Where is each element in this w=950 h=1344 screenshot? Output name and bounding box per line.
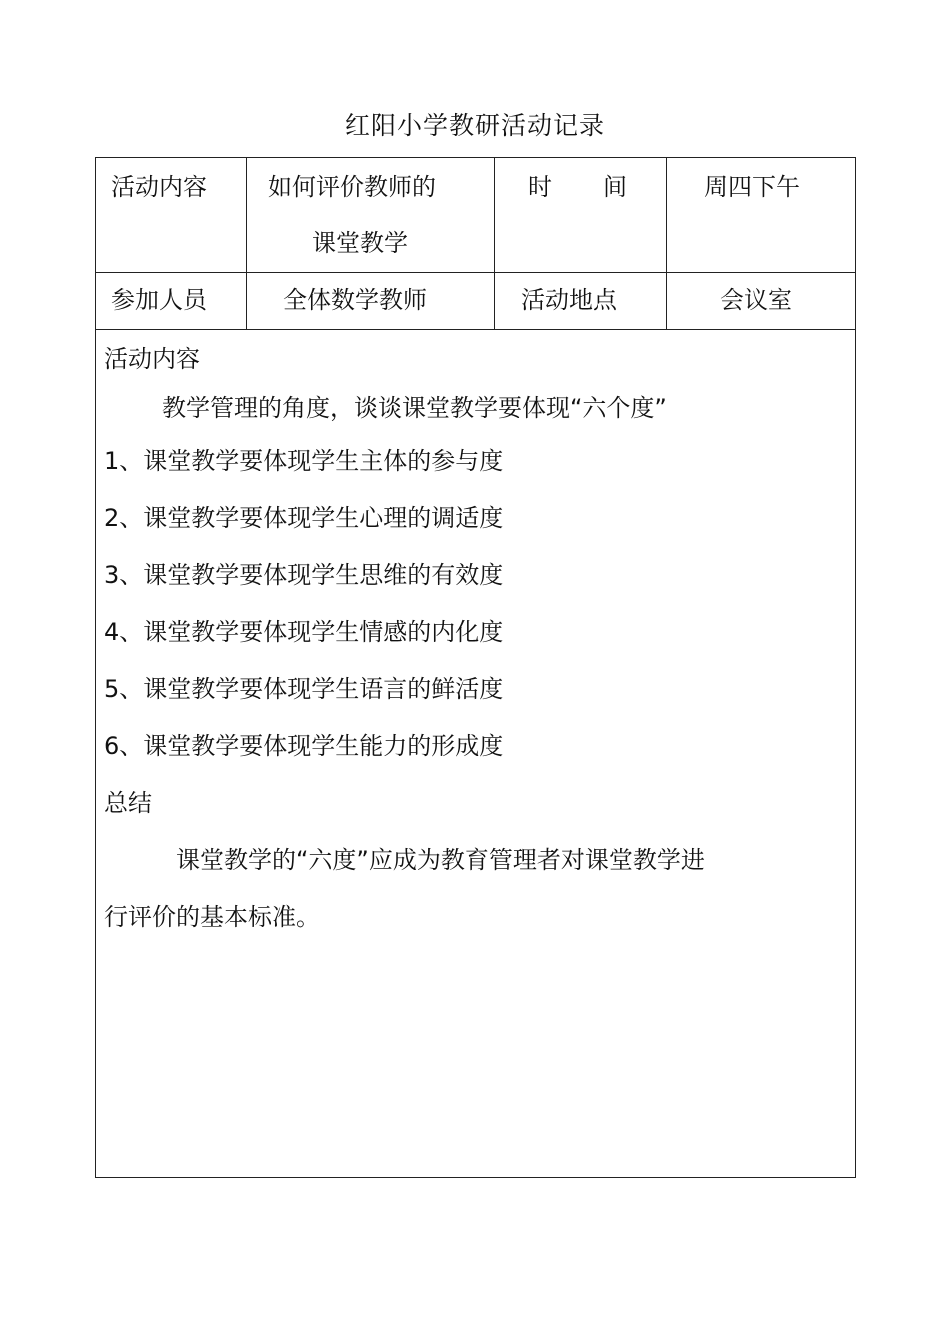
participants-value: 全体数学教师 [283,286,427,314]
summary-heading: 总结 [104,789,152,817]
activity-topic-line2: 课堂教学 [312,229,408,257]
table-column-divider [246,158,247,329]
page-title: 红阳小学教研活动记录 [344,111,605,140]
activity-content-label: 活动内容 [111,173,207,201]
summary-line1: 课堂教学的“六度”应成为教育管理者对课堂教学进 [176,846,705,874]
list-item: 3、课堂教学要体现学生思维的有效度 [104,561,504,589]
table-row-divider [96,329,855,330]
list-item: 4、课堂教学要体现学生情感的内化度 [104,618,504,646]
table-column-divider [666,158,667,329]
location-label: 活动地点 [521,286,617,314]
summary-line2: 行评价的基本标准。 [104,903,320,931]
activity-topic-line1: 如何评价教师的 [268,173,436,201]
content-intro: 教学管理的角度，谈谈课堂教学要体现“六个度” [162,394,667,422]
content-heading: 活动内容 [104,345,200,373]
time-label-char2: 间 [603,173,627,201]
list-item: 2、课堂教学要体现学生心理的调适度 [104,504,504,532]
participants-label: 参加人员 [111,286,207,314]
list-item: 5、课堂教学要体现学生语言的鲜活度 [104,675,504,703]
record-table [95,157,856,1178]
time-value: 周四下午 [704,173,800,201]
table-column-divider [494,158,495,329]
list-item: 6、课堂教学要体现学生能力的形成度 [104,732,504,760]
location-value: 会议室 [720,286,792,314]
table-row-divider [96,272,855,273]
list-item: 1、课堂教学要体现学生主体的参与度 [104,447,504,475]
time-label-char1: 时 [528,173,552,201]
